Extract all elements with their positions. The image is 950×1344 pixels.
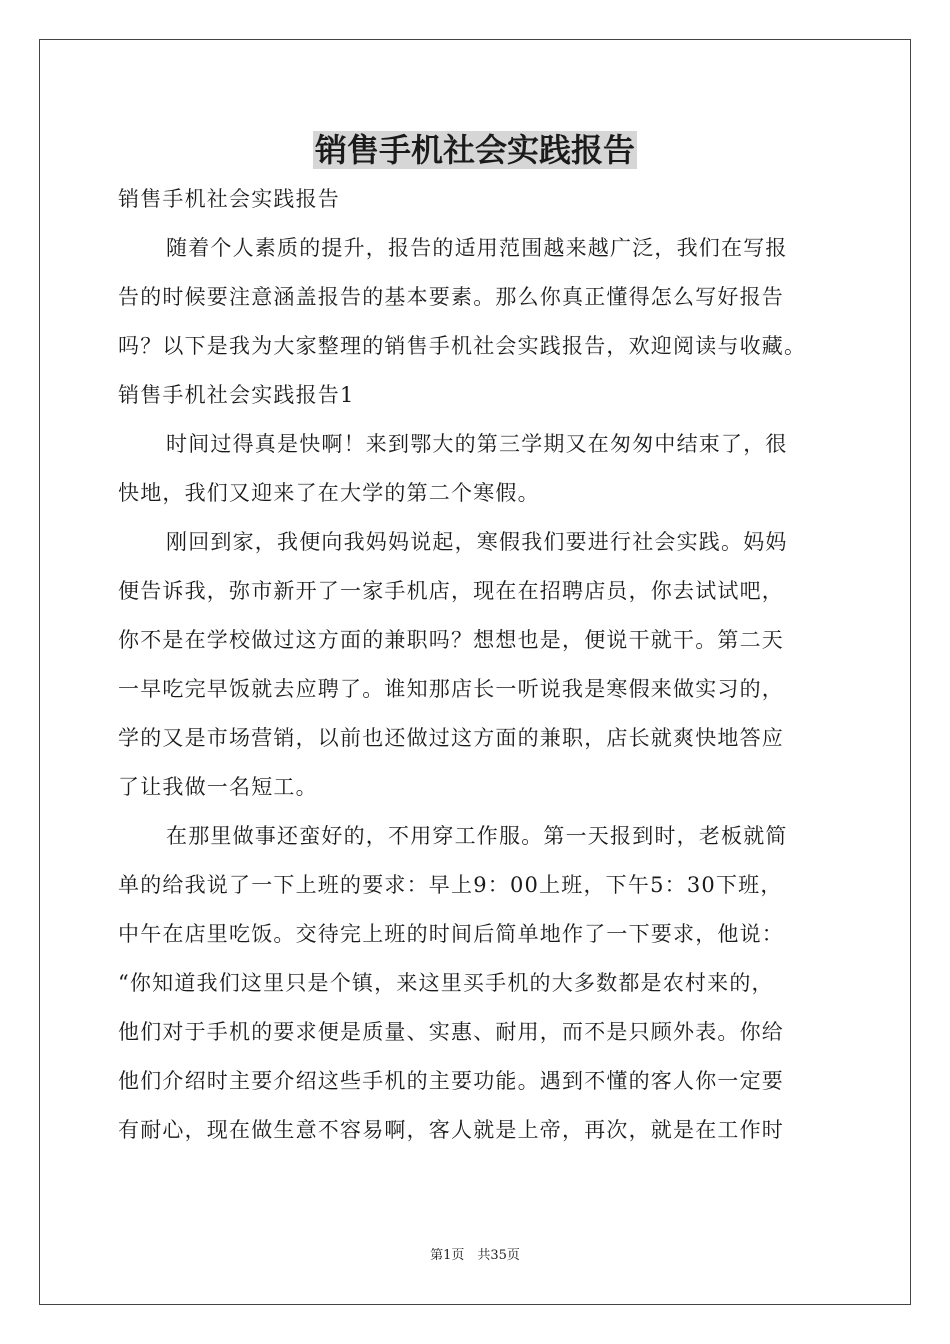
text-line: 销售手机社会实践报告1 (118, 383, 355, 407)
text-line: 快地，我们又迎来了在大学的第二个寒假。 (118, 481, 540, 505)
text-line: 他们对于手机的要求便是质量、实惠、耐用，而不是只顾外表。你给 (118, 1020, 784, 1044)
text-line: 中午在店里吃饭。交待完上班的时间后简单地作了一下要求，他说： (118, 922, 784, 946)
document-title-text: 销售手机社会实践报告 (314, 131, 635, 169)
text-line: 刚回到家，我便向我妈妈说起，寒假我们要进行社会实践。妈妈 (166, 530, 788, 554)
text-line: 单的给我说了一下上班的要求：早上9：00上班，下午5：30下班， (118, 873, 783, 897)
text-line: 他们介绍时主要介绍这些手机的主要功能。遇到不懂的客人你一定要 (118, 1069, 784, 1093)
text-line: “你知道我们这里只是个镇，来这里买手机的大多数都是农村来的， (118, 971, 774, 995)
text-line: 学的又是市场营销，以前也还做过这方面的兼职，店长就爽快地答应 (118, 726, 784, 750)
text-line: 在那里做事还蛮好的，不用穿工作服。第一天报到时，老板就简 (166, 824, 788, 848)
text-line: 便告诉我，弥市新开了一家手机店，现在在招聘店员，你去试试吧， (118, 579, 784, 603)
text-line: 销售手机社会实践报告 (118, 187, 340, 211)
page-footer: 第1页 共35页 (430, 1248, 520, 1263)
text-line: 随着个人素质的提升，报告的适用范围越来越广泛，我们在写报 (166, 236, 788, 260)
text-line: 一早吃完早饭就去应聘了。谁知那店长一听说我是寒假来做实习的， (118, 677, 784, 701)
text-line: 了让我做一名短工。 (118, 775, 318, 799)
document-title (0, 124, 950, 176)
text-line: 你不是在学校做过这方面的兼职吗？想想也是，便说干就干。第二天 (118, 628, 784, 652)
document-body (118, 175, 838, 1155)
text-line: 吗？以下是我为大家整理的销售手机社会实践报告，欢迎阅读与收藏。 (118, 334, 807, 358)
text-line: 告的时候要注意涵盖报告的基本要素。那么你真正懂得怎么写好报告 (118, 285, 784, 309)
text-line: 时间过得真是快啊！来到鄂大的第三学期又在匆匆中结束了，很 (166, 432, 788, 456)
text-line: 有耐心，现在做生意不容易啊，客人就是上帝，再次，就是在工作时 (118, 1118, 784, 1142)
